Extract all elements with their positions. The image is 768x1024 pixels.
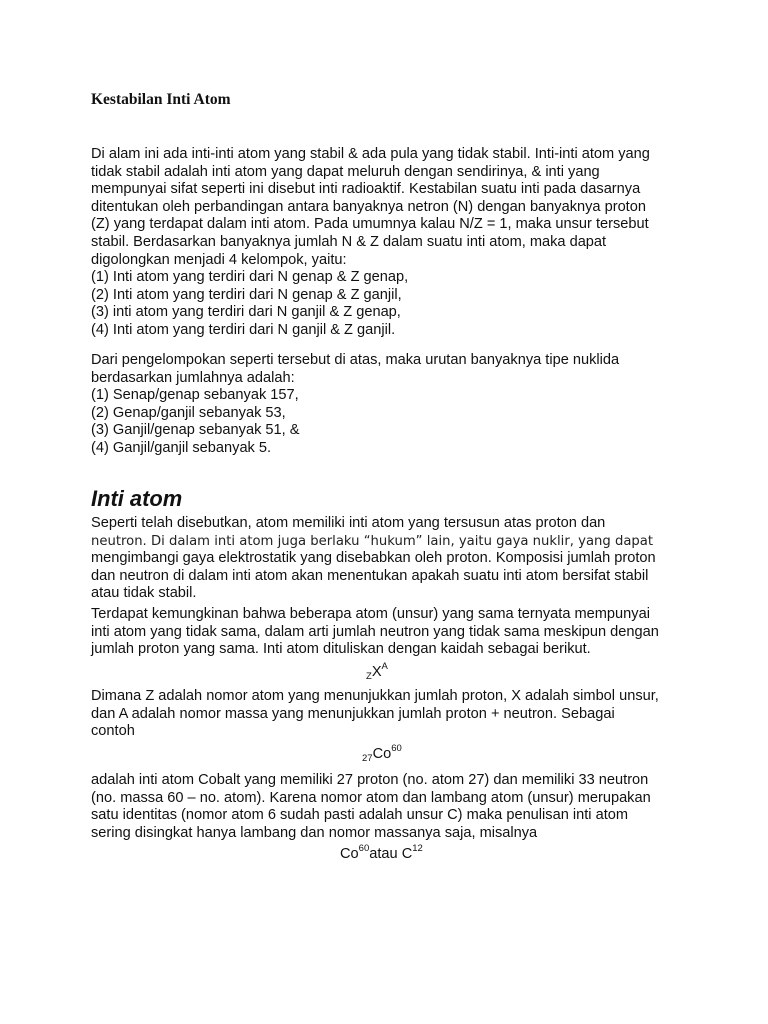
mass-number-superscript: 60 bbox=[391, 743, 402, 754]
paragraph-line: contoh bbox=[91, 723, 135, 740]
nuclide-notation-short-form bbox=[340, 843, 423, 864]
intro-list-item: (2) Inti atom yang terdiri dari N genap & Z ganjil, bbox=[91, 286, 402, 303]
grouping-list-item: (4) Ganjil/ganjil sebanyak 5. bbox=[91, 439, 272, 456]
paragraph-line: Seperti telah disebutkan, atom memiliki inti atom yang tersusun atas proton dan bbox=[91, 515, 606, 531]
inti-paragraph-1 bbox=[91, 515, 691, 603]
grouping-list-item: (3) Ganjil/genap sebanyak 51, & bbox=[91, 422, 300, 439]
paragraph-line: (no. massa 60 – no. atom). Karena nomor atom dan lambang atom (unsur) merupakan bbox=[91, 789, 651, 806]
intro-paragraph bbox=[91, 146, 691, 340]
paragraph-line: sering disingkat hanya lambang dan nomor massanya saja, misalnya bbox=[91, 824, 538, 841]
paragraph-line: jumlah proton yang sama. Inti atom dituliskan dengan kaidah sebagai berikut. bbox=[91, 641, 591, 658]
grouping-list-item: (2) Genap/ganjil sebanyak 53, bbox=[91, 404, 286, 421]
nuclide-notation-general bbox=[366, 661, 388, 682]
mass-number-superscript: 12 bbox=[412, 843, 423, 854]
intro-line: mempunyai sifat seperti ini disebut inti radioaktif. Kestabilan suatu inti pada dasarnya bbox=[91, 181, 641, 198]
cobalt-paragraph bbox=[91, 772, 691, 842]
intro-line: digolongkan menjadi 4 kelompok, yaitu: bbox=[91, 251, 347, 268]
intro-list-item: (1) Inti atom yang terdiri dari N genap & Z genap, bbox=[91, 269, 409, 286]
connector-text: atau C bbox=[369, 846, 413, 862]
definition-paragraph bbox=[91, 688, 691, 741]
inti-paragraph-2 bbox=[91, 606, 691, 659]
intro-list-item: (3) inti atom yang terdiri dari N ganjil & Z genap, bbox=[91, 304, 401, 321]
paragraph-line: adalah inti atom Cobalt yang memiliki 27 proton (no. atom 27) dan memiliki 33 neutron bbox=[91, 772, 649, 788]
atomic-number-subscript: Z bbox=[366, 671, 372, 682]
grouping-line: Dari pengelompokan seperti tersebut di atas, maka urutan banyaknya tipe nuklida bbox=[91, 352, 620, 368]
intro-list-item: (4) Inti atom yang terdiri dari N ganjil & Z ganjil. bbox=[91, 321, 396, 338]
paragraph-line: Terdapat kemungkinan bahwa beberapa atom (unsur) yang sama ternyata mempunyai bbox=[91, 606, 650, 622]
intro-line: (Z) yang terdapat dalam inti atom. Pada umumnya kalau N/Z = 1, maka unsur tersebut bbox=[91, 216, 649, 233]
paragraph-line-alt-font: neutron. Di dalam inti atom juga berlaku “hukum” lain, yaitu gaya nuklir, yang dapat bbox=[91, 533, 654, 549]
grouping-paragraph bbox=[91, 352, 691, 458]
mass-number-superscript: 60 bbox=[358, 843, 370, 854]
nuclide-notation-cobalt bbox=[362, 743, 402, 764]
mass-number-superscript: A bbox=[381, 661, 388, 672]
intro-line: ditentukan oleh perbandingan antara banyaknya netron (N) dengan banyaknya proton bbox=[91, 198, 646, 215]
paragraph-line: atau tidak stabil. bbox=[91, 585, 197, 602]
paragraph-line: dan neutron di dalam inti atom akan menentukan apakah suatu inti atom bersifat stabil bbox=[91, 567, 649, 584]
paragraph-line: dan A adalah nomor massa yang menunjukkan jumlah proton + neutron. Sebagai bbox=[91, 705, 615, 722]
paragraph-line: inti atom yang tidak sama, dalam arti jumlah neutron yang tidak sama meskipun dengan bbox=[91, 623, 659, 640]
element-symbol-cobalt: Co bbox=[340, 846, 359, 862]
paragraph-line: Dimana Z adalah nomor atom yang menunjukkan jumlah proton, X adalah simbol unsur, bbox=[91, 688, 659, 704]
intro-line: Di alam ini ada inti-inti atom yang stabil & ada pula yang tidak stabil. Inti-inti atom yang bbox=[91, 146, 650, 162]
intro-line: stabil. Berdasarkan banyaknya jumlah N & Z dalam suatu inti atom, maka dapat bbox=[91, 233, 607, 250]
atomic-number-subscript: 27 bbox=[362, 753, 373, 764]
grouping-line: berdasarkan jumlahnya adalah: bbox=[91, 369, 295, 386]
intro-line: tidak stabil adalah inti atom yang dapat meluruh dengan sendirinya, & inti yang bbox=[91, 163, 600, 180]
grouping-list-item: (1) Senap/genap sebanyak 157, bbox=[91, 387, 299, 404]
paragraph-line: mengimbangi gaya elektrostatik yang disebabkan oleh proton. Komposisi jumlah proton bbox=[91, 550, 656, 567]
page-title: Kestabilan Inti Atom bbox=[91, 91, 231, 108]
section-heading-inti-atom: Inti atom bbox=[91, 486, 183, 511]
element-symbol: Co bbox=[372, 746, 392, 762]
paragraph-line: satu identitas (nomor atom 6 sudah pasti adalah unsur C) maka penulisan inti atom bbox=[91, 807, 629, 824]
element-symbol: X bbox=[371, 664, 382, 680]
